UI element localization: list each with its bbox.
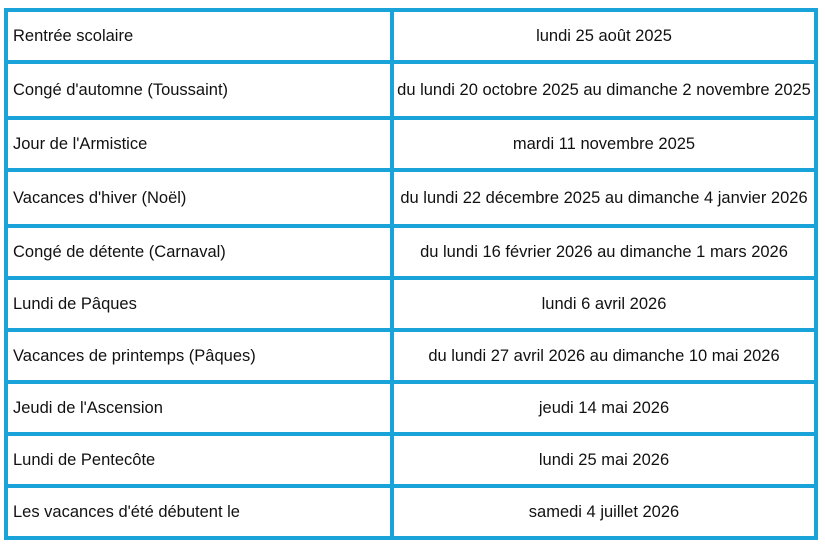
table-row [6,330,816,382]
row-date: mardi 11 novembre 2025 [392,118,816,170]
row-label: Congé de détente (Carnaval) [6,226,392,278]
table-row [6,382,816,434]
table-row [6,62,816,118]
table-row [6,226,816,278]
table-row [6,10,816,62]
row-label: Lundi de Pâques [6,278,392,330]
row-date: lundi 25 août 2025 [392,10,816,62]
table-row [6,278,816,330]
row-date: du lundi 20 octobre 2025 au dimanche 2 novembre 2025 [392,62,816,118]
row-label: Vacances de printemps (Pâques) [6,330,392,382]
row-label: Lundi de Pentecôte [6,434,392,486]
table-row [6,118,816,170]
row-label: Rentrée scolaire [6,10,392,62]
table-row [6,170,816,226]
school-calendar-table [4,8,818,540]
row-date: lundi 6 avril 2026 [392,278,816,330]
row-date: lundi 25 mai 2026 [392,434,816,486]
row-label: Jour de l'Armistice [6,118,392,170]
row-date: du lundi 27 avril 2026 au dimanche 10 mai 2026 [392,330,816,382]
row-date: samedi 4 juillet 2026 [392,486,816,538]
row-label: Vacances d'hiver (Noël) [6,170,392,226]
table-row [6,434,816,486]
row-label: Congé d'automne (Toussaint) [6,62,392,118]
table-row [6,486,816,538]
row-date: jeudi 14 mai 2026 [392,382,816,434]
row-date: du lundi 22 décembre 2025 au dimanche 4 janvier 2026 [392,170,816,226]
row-label: Les vacances d'été débutent le [6,486,392,538]
row-label: Jeudi de l'Ascension [6,382,392,434]
row-date: du lundi 16 février 2026 au dimanche 1 mars 2026 [392,226,816,278]
